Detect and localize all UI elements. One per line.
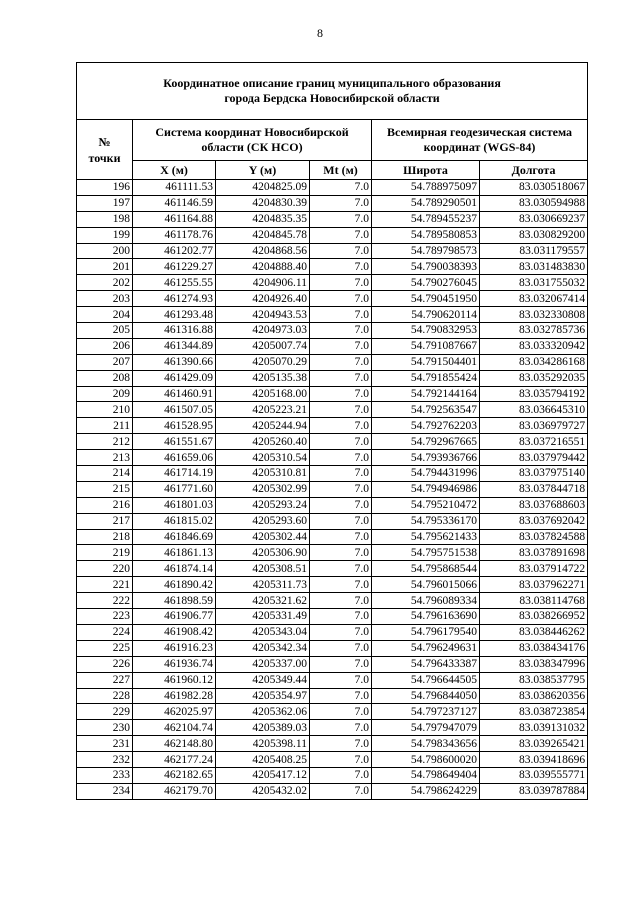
cell-x: 461111.53 [133,180,216,196]
cell-mt: 7.0 [310,783,372,799]
cell-y: 4205293.60 [216,513,310,529]
cell-mt: 7.0 [310,386,372,402]
cell-longitude: 83.036979727 [480,418,588,434]
cell-mt: 7.0 [310,609,372,625]
cell-longitude: 83.035292035 [480,370,588,386]
table-row [77,323,588,339]
cell-mt: 7.0 [310,180,372,196]
cell-mt: 7.0 [310,656,372,672]
cell-longitude: 83.033320942 [480,338,588,354]
table-row [77,243,588,259]
cell-mt: 7.0 [310,672,372,688]
cell-mt: 7.0 [310,211,372,227]
cell-longitude: 83.038266952 [480,609,588,625]
cell-x: 461460.91 [133,386,216,402]
cell-mt: 7.0 [310,259,372,275]
table-row [77,195,588,211]
cell-x: 461815.02 [133,513,216,529]
cell-mt: 7.0 [310,497,372,513]
cell-point-number: 229 [77,704,133,720]
cell-latitude: 54.792762203 [372,418,480,434]
cell-longitude: 83.032785736 [480,323,588,339]
cell-point-number: 205 [77,323,133,339]
cell-y: 4205362.06 [216,704,310,720]
cell-longitude: 83.038537795 [480,672,588,688]
cell-point-number: 196 [77,180,133,196]
cell-latitude: 54.789455237 [372,211,480,227]
cell-longitude: 83.037844718 [480,481,588,497]
table-row [77,752,588,768]
table-row [77,307,588,323]
cell-x: 461874.14 [133,561,216,577]
cell-point-number: 200 [77,243,133,259]
cell-point-number: 212 [77,434,133,450]
cell-x: 461659.06 [133,450,216,466]
table-row [77,720,588,736]
cell-x: 461316.88 [133,323,216,339]
table-body [77,180,588,800]
cell-point-number: 224 [77,624,133,640]
cell-latitude: 54.795751538 [372,545,480,561]
table-row [77,561,588,577]
cell-longitude: 83.039265421 [480,736,588,752]
cell-y: 4204845.78 [216,227,310,243]
cell-latitude: 54.795621433 [372,529,480,545]
cell-longitude: 83.030594988 [480,195,588,211]
cell-x: 462182.65 [133,767,216,783]
cell-x: 461908.42 [133,624,216,640]
header-point-number-line-1: № [98,134,111,149]
cell-x: 461861.13 [133,545,216,561]
cell-mt: 7.0 [310,481,372,497]
cell-mt: 7.0 [310,227,372,243]
header-point-number [77,120,133,180]
table-row [77,704,588,720]
cell-point-number: 218 [77,529,133,545]
cell-latitude: 54.791087667 [372,338,480,354]
cell-y: 4205293.24 [216,497,310,513]
header-point-number-line-2: точки [88,150,121,165]
cell-x: 462177.24 [133,752,216,768]
header-system-nso [133,120,372,161]
cell-x: 462148.80 [133,736,216,752]
cell-x: 461528.95 [133,418,216,434]
cell-point-number: 223 [77,609,133,625]
cell-mt: 7.0 [310,450,372,466]
cell-point-number: 207 [77,354,133,370]
cell-x: 461255.55 [133,275,216,291]
cell-y: 4205417.12 [216,767,310,783]
cell-point-number: 214 [77,466,133,482]
cell-point-number: 206 [77,338,133,354]
cell-latitude: 54.789798573 [372,243,480,259]
cell-x: 461801.03 [133,497,216,513]
cell-point-number: 232 [77,752,133,768]
table-row [77,291,588,307]
cell-latitude: 54.794946986 [372,481,480,497]
cell-latitude: 54.789290501 [372,195,480,211]
cell-longitude: 83.037979442 [480,450,588,466]
cell-latitude: 54.795868544 [372,561,480,577]
header-longitude: Долгота [480,161,588,180]
table-row [77,227,588,243]
cell-point-number: 213 [77,450,133,466]
cell-y: 4205343.04 [216,624,310,640]
cell-point-number: 210 [77,402,133,418]
cell-point-number: 220 [77,561,133,577]
cell-point-number: 209 [77,386,133,402]
table-row [77,672,588,688]
cell-point-number: 202 [77,275,133,291]
table-row [77,736,588,752]
cell-longitude: 83.037891698 [480,545,588,561]
cell-x: 461507.05 [133,402,216,418]
cell-y: 4205135.38 [216,370,310,386]
cell-y: 4205306.90 [216,545,310,561]
cell-y: 4205398.11 [216,736,310,752]
table-title-line-1: Координатное описание границ муниципального образования [163,76,501,90]
cell-latitude: 54.791504401 [372,354,480,370]
cell-mt: 7.0 [310,338,372,354]
cell-longitude: 83.037216551 [480,434,588,450]
table-row [77,450,588,466]
cell-mt: 7.0 [310,529,372,545]
cell-x: 461936.74 [133,656,216,672]
cell-y: 4205310.54 [216,450,310,466]
table-row [77,497,588,513]
table-row [77,466,588,482]
cell-mt: 7.0 [310,577,372,593]
cell-y: 4205070.29 [216,354,310,370]
table-row [77,402,588,418]
table-row [77,593,588,609]
cell-y: 4205408.25 [216,752,310,768]
cell-y: 4205168.00 [216,386,310,402]
cell-latitude: 54.798624229 [372,783,480,799]
cell-latitude: 54.796644505 [372,672,480,688]
cell-x: 461916.23 [133,640,216,656]
cell-point-number: 204 [77,307,133,323]
cell-point-number: 197 [77,195,133,211]
cell-longitude: 83.032067414 [480,291,588,307]
table-row [77,545,588,561]
cell-y: 4204973.03 [216,323,310,339]
cell-latitude: 54.795210472 [372,497,480,513]
cell-mt: 7.0 [310,561,372,577]
cell-mt: 7.0 [310,323,372,339]
cell-x: 461202.77 [133,243,216,259]
cell-x: 462104.74 [133,720,216,736]
cell-x: 461293.48 [133,307,216,323]
cell-y: 4205223.21 [216,402,310,418]
cell-point-number: 233 [77,767,133,783]
cell-point-number: 208 [77,370,133,386]
cell-point-number: 201 [77,259,133,275]
cell-x: 461960.12 [133,672,216,688]
cell-x: 461146.59 [133,195,216,211]
cell-longitude: 83.037824588 [480,529,588,545]
cell-latitude: 54.796163690 [372,609,480,625]
cell-latitude: 54.794431996 [372,466,480,482]
cell-longitude: 83.038446262 [480,624,588,640]
cell-mt: 7.0 [310,736,372,752]
cell-y: 4204906.11 [216,275,310,291]
cell-latitude: 54.789580853 [372,227,480,243]
table-row [77,513,588,529]
table-row [77,577,588,593]
cell-longitude: 83.037914722 [480,561,588,577]
cell-mt: 7.0 [310,402,372,418]
cell-mt: 7.0 [310,624,372,640]
cell-latitude: 54.798600020 [372,752,480,768]
cell-y: 4205354.97 [216,688,310,704]
table-row [77,338,588,354]
cell-x: 461344.89 [133,338,216,354]
cell-y: 4205337.00 [216,656,310,672]
cell-x: 461274.93 [133,291,216,307]
cell-point-number: 221 [77,577,133,593]
cell-mt: 7.0 [310,704,372,720]
header-system-wgs84-line-2: координат (WGS-84) [423,140,536,154]
cell-mt: 7.0 [310,640,372,656]
cell-point-number: 225 [77,640,133,656]
cell-latitude: 54.790038393 [372,259,480,275]
cell-latitude: 54.791855424 [372,370,480,386]
cell-x: 461390.66 [133,354,216,370]
cell-point-number: 230 [77,720,133,736]
cell-mt: 7.0 [310,752,372,768]
header-mt: Mt (м) [310,161,372,180]
cell-point-number: 231 [77,736,133,752]
cell-y: 4204888.40 [216,259,310,275]
cell-point-number: 234 [77,783,133,799]
cell-latitude: 54.792144164 [372,386,480,402]
table-row [77,767,588,783]
cell-y: 4205308.51 [216,561,310,577]
table-row [77,259,588,275]
cell-latitude: 54.790276045 [372,275,480,291]
table-row [77,180,588,196]
cell-longitude: 83.037688603 [480,497,588,513]
table-row [77,211,588,227]
cell-longitude: 83.037975140 [480,466,588,482]
cell-x: 461898.59 [133,593,216,609]
table-row [77,370,588,386]
cell-mt: 7.0 [310,354,372,370]
cell-longitude: 83.031483830 [480,259,588,275]
cell-latitude: 54.796433387 [372,656,480,672]
cell-latitude: 54.788975097 [372,180,480,196]
cell-x: 462025.97 [133,704,216,720]
cell-y: 4205389.03 [216,720,310,736]
header-y: Y (м) [216,161,310,180]
cell-longitude: 83.038114768 [480,593,588,609]
header-system-nso-line-2: области (СК НСО) [201,140,303,154]
cell-latitude: 54.792967665 [372,434,480,450]
cell-latitude: 54.798649404 [372,767,480,783]
cell-longitude: 83.034286168 [480,354,588,370]
cell-longitude: 83.030829200 [480,227,588,243]
cell-longitude: 83.039787884 [480,783,588,799]
table-row [77,481,588,497]
cell-y: 4204830.39 [216,195,310,211]
cell-point-number: 217 [77,513,133,529]
cell-x: 461551.67 [133,434,216,450]
cell-mt: 7.0 [310,307,372,323]
cell-longitude: 83.035794192 [480,386,588,402]
coordinates-table [76,62,588,800]
table-row [77,386,588,402]
cell-longitude: 83.030518067 [480,180,588,196]
table-row [77,529,588,545]
cell-point-number: 203 [77,291,133,307]
cell-longitude: 83.038434176 [480,640,588,656]
cell-x: 461164.88 [133,211,216,227]
cell-longitude: 83.037692042 [480,513,588,529]
cell-longitude: 83.032330808 [480,307,588,323]
header-latitude: Широта [372,161,480,180]
cell-point-number: 222 [77,593,133,609]
cell-y: 4205311.73 [216,577,310,593]
table-row [77,624,588,640]
table-row [77,609,588,625]
cell-y: 4204926.40 [216,291,310,307]
cell-y: 4205310.81 [216,466,310,482]
cell-y: 4205007.74 [216,338,310,354]
cell-latitude: 54.792563547 [372,402,480,418]
cell-latitude: 54.790451950 [372,291,480,307]
cell-latitude: 54.796249631 [372,640,480,656]
cell-mt: 7.0 [310,513,372,529]
cell-mt: 7.0 [310,291,372,307]
cell-latitude: 54.796179540 [372,624,480,640]
cell-latitude: 54.798343656 [372,736,480,752]
cell-x: 461846.69 [133,529,216,545]
cell-longitude: 83.038620356 [480,688,588,704]
cell-mt: 7.0 [310,688,372,704]
cell-y: 4205321.62 [216,593,310,609]
cell-mt: 7.0 [310,545,372,561]
cell-latitude: 54.793936766 [372,450,480,466]
cell-y: 4204825.09 [216,180,310,196]
cell-y: 4204835.35 [216,211,310,227]
table-row [77,418,588,434]
header-system-wgs84 [372,120,588,161]
cell-x: 461714.19 [133,466,216,482]
cell-x: 461771.60 [133,481,216,497]
page-number: 8 [317,26,323,40]
cell-latitude: 54.796089334 [372,593,480,609]
cell-y: 4205331.49 [216,609,310,625]
cell-latitude: 54.796015066 [372,577,480,593]
cell-longitude: 83.039131032 [480,720,588,736]
cell-mt: 7.0 [310,418,372,434]
cell-y: 4205302.99 [216,481,310,497]
cell-x: 461890.42 [133,577,216,593]
cell-latitude: 54.795336170 [372,513,480,529]
table-row [77,656,588,672]
cell-longitude: 83.037962271 [480,577,588,593]
table-row [77,640,588,656]
cell-point-number: 219 [77,545,133,561]
cell-point-number: 199 [77,227,133,243]
table-title-line-2: города Бердска Новосибирской области [224,91,440,105]
cell-mt: 7.0 [310,195,372,211]
table-row [77,783,588,799]
cell-y: 4205260.40 [216,434,310,450]
cell-y: 4205342.34 [216,640,310,656]
cell-latitude: 54.797947079 [372,720,480,736]
cell-y: 4205349.44 [216,672,310,688]
cell-mt: 7.0 [310,370,372,386]
cell-y: 4205432.02 [216,783,310,799]
cell-mt: 7.0 [310,275,372,291]
cell-point-number: 211 [77,418,133,434]
cell-mt: 7.0 [310,243,372,259]
cell-x: 461229.27 [133,259,216,275]
cell-longitude: 83.038723854 [480,704,588,720]
cell-longitude: 83.039555771 [480,767,588,783]
cell-x: 461906.77 [133,609,216,625]
cell-latitude: 54.790620114 [372,307,480,323]
cell-longitude: 83.038347996 [480,656,588,672]
cell-point-number: 215 [77,481,133,497]
table-row [77,275,588,291]
cell-longitude: 83.039418696 [480,752,588,768]
table-row [77,354,588,370]
header-system-nso-line-1: Система координат Новосибирской [155,125,349,139]
cell-mt: 7.0 [310,767,372,783]
table-title [77,63,588,120]
header-x: X (м) [133,161,216,180]
cell-longitude: 83.036645310 [480,402,588,418]
cell-point-number: 227 [77,672,133,688]
cell-point-number: 226 [77,656,133,672]
cell-mt: 7.0 [310,720,372,736]
table-row [77,434,588,450]
cell-x: 461982.28 [133,688,216,704]
cell-longitude: 83.031179557 [480,243,588,259]
cell-x: 462179.70 [133,783,216,799]
cell-x: 461178.76 [133,227,216,243]
cell-mt: 7.0 [310,434,372,450]
cell-mt: 7.0 [310,466,372,482]
cell-latitude: 54.790832953 [372,323,480,339]
cell-latitude: 54.797237127 [372,704,480,720]
cell-y: 4205302.44 [216,529,310,545]
cell-point-number: 216 [77,497,133,513]
cell-y: 4205244.94 [216,418,310,434]
cell-mt: 7.0 [310,593,372,609]
cell-x: 461429.09 [133,370,216,386]
cell-longitude: 83.031755032 [480,275,588,291]
cell-y: 4204943.53 [216,307,310,323]
cell-longitude: 83.030669237 [480,211,588,227]
cell-latitude: 54.796844050 [372,688,480,704]
cell-point-number: 228 [77,688,133,704]
cell-y: 4204868.56 [216,243,310,259]
cell-point-number: 198 [77,211,133,227]
header-system-wgs84-line-1: Всемирная геодезическая система [387,125,573,139]
table-row [77,688,588,704]
